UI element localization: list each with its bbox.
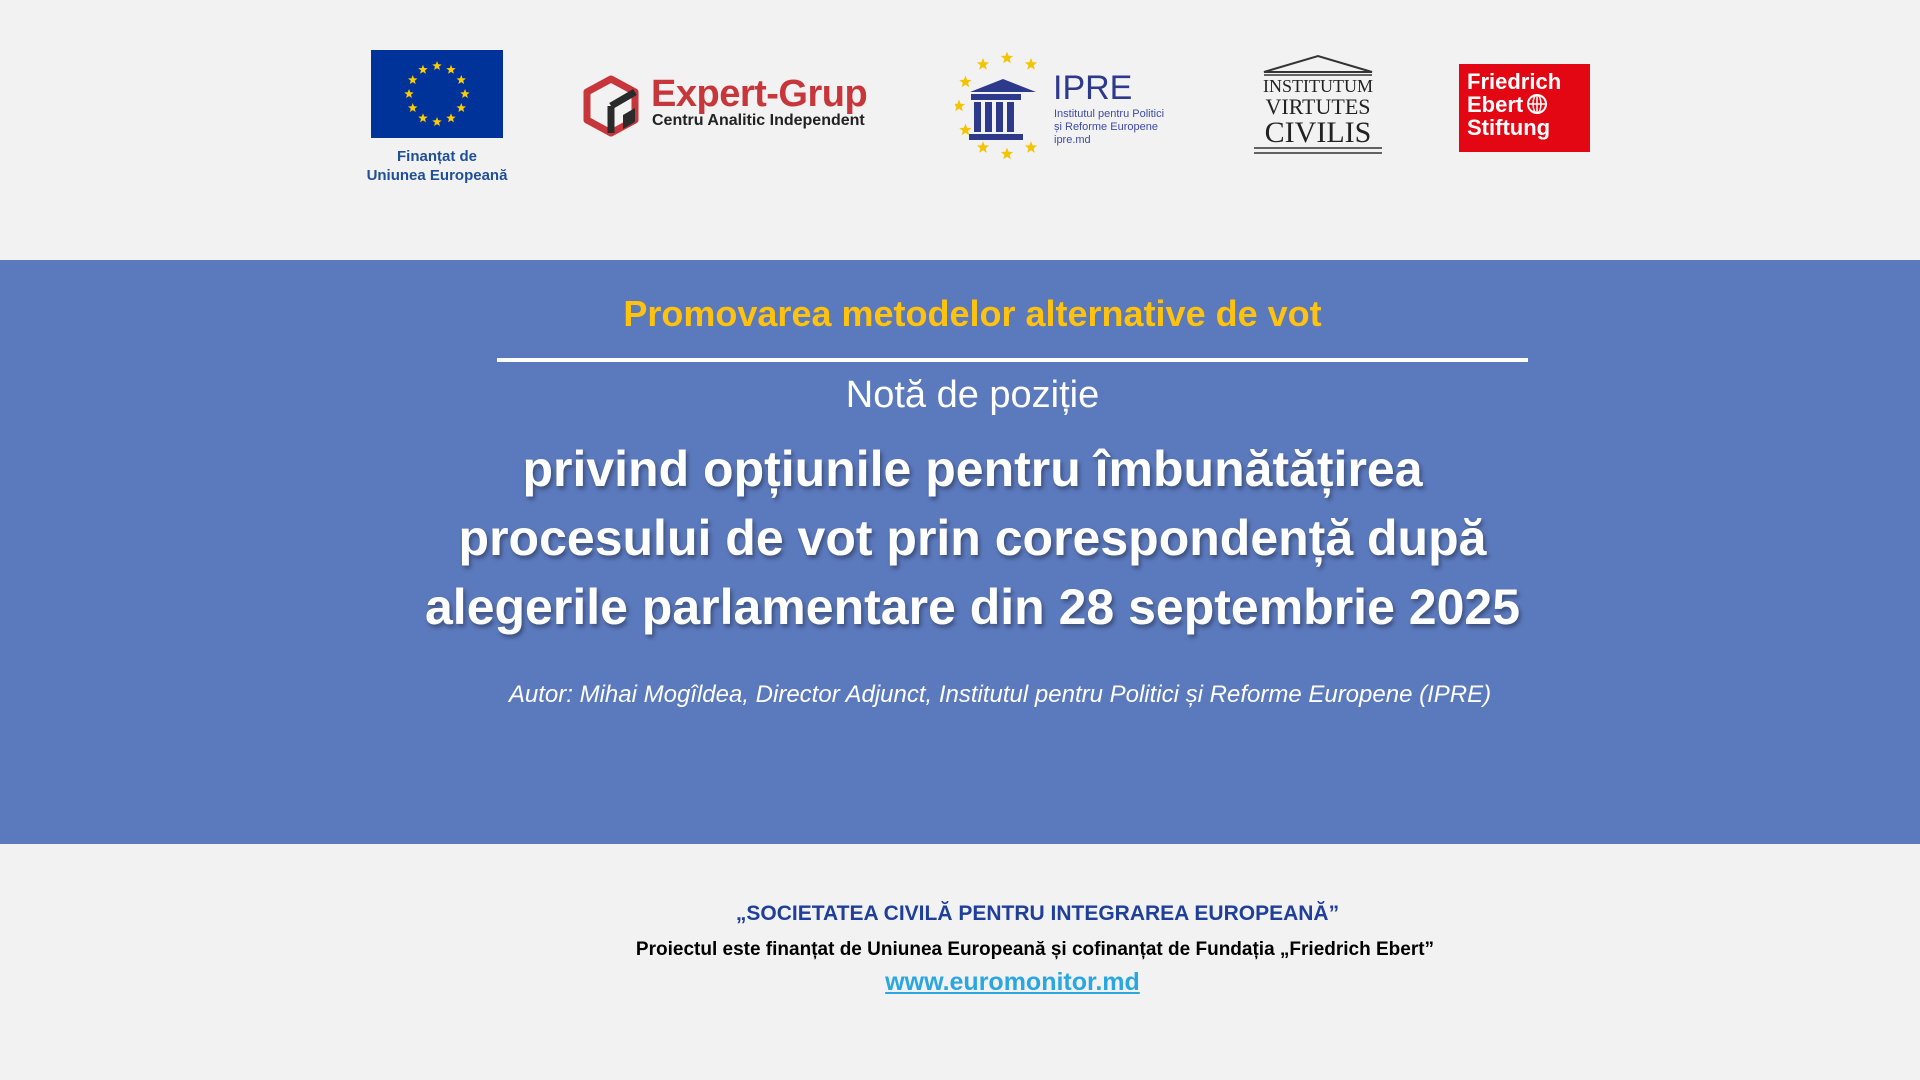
expert-grup-cube-icon [583, 75, 641, 139]
title-line2: procesului de vot prin corespondență după [458, 510, 1487, 566]
fes-line3: Stiftung [1467, 115, 1551, 140]
eu-logo [362, 50, 512, 185]
ipre-logo [955, 52, 1185, 172]
star-icon [1001, 52, 1013, 63]
ipre-name: IPRE [1053, 69, 1133, 107]
expert-grup-tagline: Centru Analitic Independent [652, 112, 865, 129]
eu-flag-icon [371, 50, 503, 138]
star-icon [959, 124, 971, 136]
ivc-logo [1250, 54, 1386, 156]
funding-statement: Proiectul este finanțat de Uniunea Europeană și cofinanțat de Fundația „Friedrich Ebert” [635, 939, 1435, 960]
ipre-sub-line3: ipre.md [1054, 134, 1091, 146]
star-icon [1001, 148, 1013, 160]
ipre-sub-line2: și Reforme Europene [1054, 121, 1158, 133]
document-type: Notă de poziție [845, 374, 1100, 416]
title-divider [497, 358, 1528, 362]
eu-caption-line2: Uniunea Europeană [366, 167, 508, 184]
temple-pediment-icon [1264, 56, 1372, 72]
footer [0, 844, 1920, 1080]
ivc-line2: VIRTUTES [1265, 94, 1371, 119]
fes-line2: Ebert [1467, 92, 1524, 117]
fes-logo [1459, 64, 1590, 152]
ivc-line3: CIVILIS [1264, 116, 1372, 149]
ipre-subtitle [1054, 108, 1164, 147]
star-icon [977, 141, 989, 153]
ipre-sub-line1: Institutul pentru Politici [1054, 108, 1165, 120]
website-link-wrapper [0, 966, 1920, 998]
title-line3: alegerile parlamentare din 28 septembrie 2025 [425, 579, 1520, 635]
fes-line1: Friedrich [1467, 69, 1562, 94]
star-icon [1025, 58, 1037, 70]
expert-grup-logo [583, 72, 893, 142]
star-icon [1025, 141, 1037, 153]
globe-icon [1526, 93, 1548, 115]
title-line1: privind opțiunile pentru îmbunătățirea [522, 441, 1423, 497]
project-kicker: Promovarea metodelor alternative de vot [623, 293, 1322, 334]
star-icon [959, 76, 971, 88]
ipre-institution-icon [955, 52, 1051, 166]
program-name: „SOCIETATEA CIVILĂ PENTRU INTEGRAREA EUROPEANĂ” [735, 902, 1340, 925]
star-icon [977, 58, 989, 70]
website-link[interactable]: www.euromonitor.md [885, 968, 1140, 996]
author-line: Autor: Mihai Mogîldea, Director Adjunct, Institutul pentru Politici și Reforme Europene (IPRE) [508, 681, 1492, 708]
ivc-line1: INSTITUTUM [1263, 76, 1373, 96]
partner-logos [0, 0, 1920, 260]
eu-caption-line1: Finanțat de [396, 148, 477, 165]
document-title [380, 435, 1565, 642]
eu-caption [362, 147, 512, 185]
star-icon [955, 100, 965, 112]
title-banner [0, 260, 1920, 844]
expert-grup-name: Expert-Grup [651, 73, 868, 115]
